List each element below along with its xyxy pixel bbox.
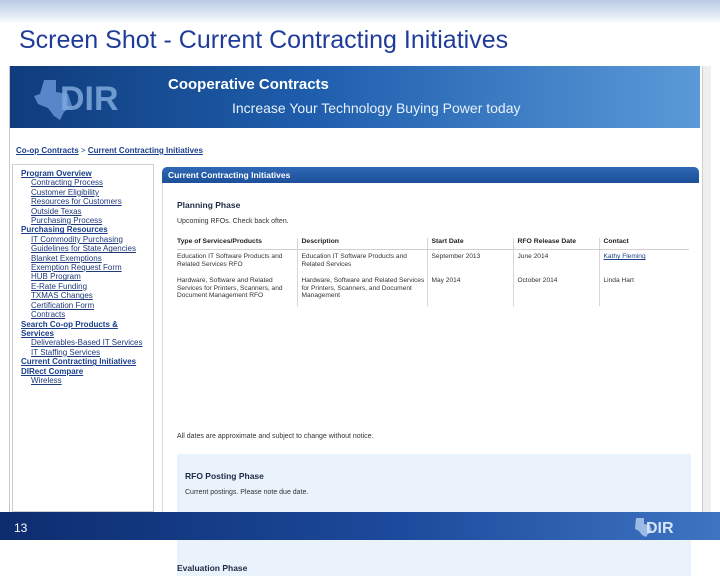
nav-item-blanket-exemptions[interactable]: Blanket Exemptions [31, 253, 102, 263]
left-nav [12, 164, 154, 512]
nav-item-program-overview[interactable]: Program Overview [21, 169, 92, 178]
contact-cell [599, 250, 689, 275]
footer-dir-logo [632, 514, 680, 538]
table-cell: June 2014 [513, 250, 599, 275]
nav-item-certification-form[interactable]: Certification Form [31, 300, 95, 310]
column-header: RFO Release Date [513, 238, 599, 250]
breadcrumb [16, 146, 203, 155]
slide-title: Screen Shot - Current Contracting Initiatives [19, 26, 509, 54]
rfo-posting-note: Current postings. Please note due date. [185, 489, 309, 496]
dir-logo-icon [632, 514, 680, 538]
table-cell: September 2013 [427, 250, 513, 275]
table-cell: Education IT Software Products and Related Services RFO [177, 253, 283, 268]
nav-item-e-rate-funding[interactable]: E-Rate Funding [31, 281, 88, 291]
evaluation-phase-title: Evaluation Phase [177, 563, 248, 573]
nav-item-hub-program[interactable]: HUB Program [31, 272, 81, 282]
nav-item-search-co-op-products-services[interactable]: Search Co-op Products & Services [21, 319, 118, 338]
main-panel-header: Current Contracting Initiatives [162, 167, 699, 183]
table-row [177, 274, 689, 306]
breadcrumb-link-coop[interactable]: Co-op Contracts [16, 146, 79, 155]
table-cell: Hardware, Software and Related Services for Printers, Scanners, and Document Management RFO [177, 277, 283, 300]
table-row [177, 250, 689, 275]
texas-map-icon [26, 72, 166, 124]
website-screenshot [9, 66, 711, 573]
svg-text:DIR: DIR [60, 80, 119, 118]
breadcrumb-separator: > [80, 146, 86, 155]
nav-item-txmas-changes[interactable]: TXMAS Changes [31, 291, 93, 301]
site-banner [10, 66, 700, 128]
nav-item-resources-for-customers-outside-texas[interactable]: Resources for Customers Outside Texas [31, 197, 122, 216]
nav-item-purchasing-resources[interactable]: Purchasing Resources [21, 225, 108, 235]
nav-item-exemption-request-form[interactable]: Exemption Request Form [31, 263, 122, 273]
nav-item-direct-compare[interactable]: DIRect Compare [21, 366, 84, 376]
nav-item-customer-eligibility[interactable]: Customer Eligibility [31, 187, 100, 197]
table-cell: Hardware, Software and Related Services for Printers, Scanners, and Document Management [297, 274, 427, 306]
banner-tagline: Increase Your Technology Buying Power today [232, 100, 521, 116]
column-header: Start Date [427, 238, 513, 250]
nav-item-it-staffing-services[interactable]: IT Staffing Services [31, 347, 101, 357]
contact-name: Linda Hart [603, 277, 634, 285]
column-header: Type of Services/Products [177, 238, 297, 250]
dir-logo[interactable] [26, 72, 166, 124]
slide-top-band [0, 0, 720, 24]
nav-item-purchasing-process[interactable]: Purchasing Process [31, 216, 103, 226]
rfo-posting-title: RFO Posting Phase [185, 471, 264, 481]
planning-table [177, 238, 689, 306]
nav-item-it-commodity-purchasing-guidelines-for-state-agencies[interactable]: IT Commodity Purchasing Guidelines for State Agencies [31, 234, 136, 254]
banner-title: Cooperative Contracts [168, 76, 329, 93]
nav-list [13, 165, 153, 385]
contact-link[interactable]: Kathy Fleming [603, 253, 646, 260]
planning-table-header [177, 238, 689, 250]
breadcrumb-current[interactable]: Current Contracting Initiatives [87, 146, 203, 155]
nav-item-current-contracting-initiatives[interactable]: Current Contracting Initiatives [21, 357, 137, 367]
nav-item-contracting-process[interactable]: Contracting Process [31, 178, 104, 188]
nav-item-wireless[interactable]: Wireless [31, 375, 62, 385]
slide-footer-bar [0, 512, 720, 540]
planning-phase-title: Planning Phase [177, 200, 241, 210]
table-cell: May 2014 [427, 274, 513, 306]
slide-number: 13 [14, 521, 28, 535]
nav-item-contracts[interactable]: Contracts [31, 310, 66, 320]
table-cell: October 2014 [513, 274, 599, 306]
contact-cell [599, 274, 689, 306]
table-cell: Education IT Software Products and Related Services [297, 250, 427, 275]
svg-text:DIR: DIR [646, 520, 674, 537]
planning-disclaimer: All dates are approximate and subject to change without notice. [177, 433, 374, 440]
browser-scrollbar[interactable] [702, 66, 711, 512]
column-header: Description [297, 238, 427, 250]
nav-item-deliverables-based-it-services[interactable]: Deliverables-Based IT Services [31, 338, 143, 348]
planning-phase-note: Upcoming RFOs. Check back often. [177, 218, 289, 225]
column-header: Contact [599, 238, 689, 250]
